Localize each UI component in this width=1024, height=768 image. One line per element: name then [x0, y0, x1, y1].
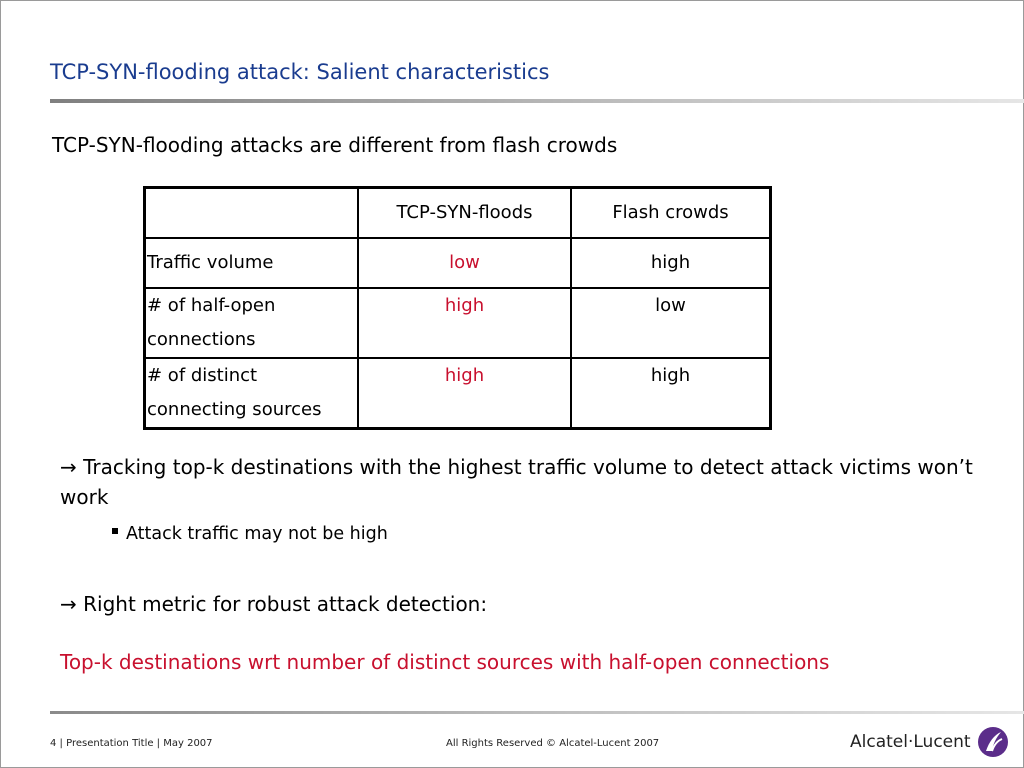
table-row-label: [145, 358, 359, 429]
sub-bullet-text: Attack traffic may not be high: [126, 524, 388, 544]
table-header-cell: TCP-SYN-floods: [358, 188, 571, 239]
table-cell-flash: high: [571, 238, 771, 288]
row-label-line: connections: [147, 329, 256, 350]
table-row-label: [145, 288, 359, 358]
table-header-row: [145, 188, 771, 239]
table-cell-syn: high: [358, 288, 571, 358]
comparison-table: [143, 186, 772, 430]
table-cell-flash: low: [571, 288, 771, 358]
logo-wordmark: Alcatel·Lucent: [850, 732, 971, 752]
table-row: [145, 288, 771, 358]
row-label-line: # of half-open: [147, 295, 276, 316]
table-cell-syn: low: [358, 238, 571, 288]
footer-copyright: All Rights Reserved © Alcatel-Lucent 2007: [446, 738, 660, 749]
table-header-cell: Flash crowds: [571, 188, 771, 239]
company-logo: [850, 726, 1009, 758]
alcatel-lucent-logo-icon: [977, 726, 1009, 758]
table-row-label: Traffic volume: [145, 238, 359, 288]
conclusion-text: Top-k destinations wrt number of distinct sources with half-open connections: [60, 650, 830, 674]
table-cell-flash: high: [571, 358, 771, 429]
slide-title: TCP-SYN-flooding attack: Salient characteristics: [50, 60, 550, 84]
footer-divider: [50, 711, 1024, 714]
bullet-point-tracking: → Tracking top-k destinations with the highest traffic volume to detect attack victims won’t work: [60, 455, 973, 509]
table-row: [145, 238, 771, 288]
sub-bullet-attack-traffic: [112, 524, 388, 544]
table-row: [145, 358, 771, 429]
title-divider: [50, 99, 1024, 103]
table-cell-syn: high: [358, 358, 571, 429]
row-label-line: connecting sources: [147, 399, 322, 420]
row-label-line: # of distinct: [147, 365, 258, 386]
bullet-point-metric: → Right metric for robust attack detection:: [60, 592, 488, 616]
square-bullet-icon: [112, 528, 118, 534]
slide-subtitle: TCP-SYN-flooding attacks are different from flash crowds: [52, 133, 618, 157]
footer-slide-info: 4 | Presentation Title | May 2007: [50, 738, 213, 749]
table-header-cell: [145, 188, 359, 239]
